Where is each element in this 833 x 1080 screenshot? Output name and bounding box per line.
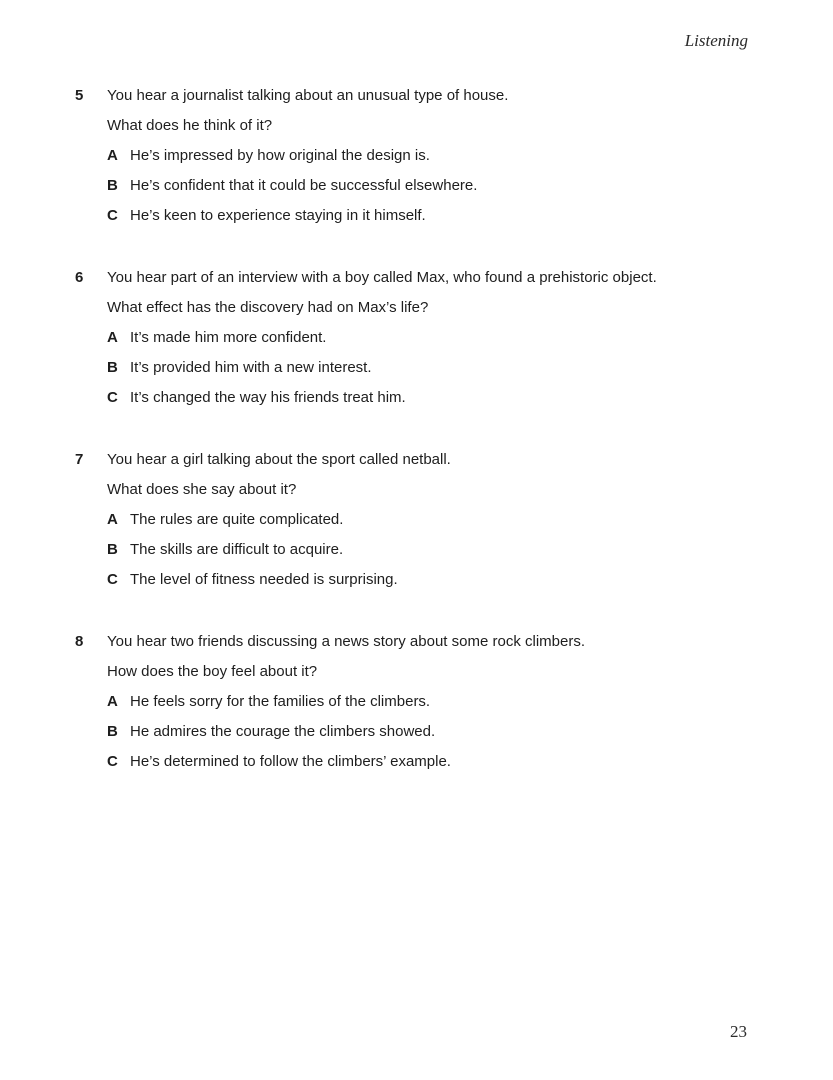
option-text: The skills are difficult to acquire. [130, 541, 344, 558]
option-letter: A [107, 329, 118, 346]
option-c[interactable] [107, 752, 451, 782]
option-b[interactable] [107, 176, 477, 206]
page-number: 23 [730, 1022, 747, 1041]
question-number: 6 [75, 269, 84, 286]
option-letter: B [107, 723, 118, 740]
option-text: It’s provided him with a new interest. [130, 359, 372, 376]
option-text: He admires the courage the climbers showed. [130, 723, 436, 740]
answer-options [107, 692, 451, 782]
option-letter: B [107, 177, 118, 194]
option-a[interactable] [107, 328, 406, 358]
option-b[interactable] [107, 540, 398, 570]
question-prompt: What does he think of it? [107, 117, 273, 134]
question-number: 8 [75, 633, 84, 650]
option-c[interactable] [107, 570, 398, 600]
option-letter: C [107, 753, 118, 770]
option-text: He’s impressed by how original the design is. [130, 147, 430, 164]
option-text: He’s confident that it could be successful elsewhere. [130, 177, 478, 194]
option-b[interactable] [107, 722, 451, 752]
option-text: He feels sorry for the families of the climbers. [130, 693, 431, 710]
option-text: He’s determined to follow the climbers’ example. [130, 753, 451, 770]
option-letter: C [107, 389, 118, 406]
question-stem: You hear a girl talking about the sport called netball. [107, 451, 451, 468]
option-text: The rules are quite complicated. [130, 511, 344, 528]
option-text: The level of fitness needed is surprising. [130, 571, 398, 588]
option-b[interactable] [107, 358, 406, 388]
option-letter: B [107, 541, 118, 558]
option-letter: C [107, 571, 118, 588]
answer-options [107, 328, 406, 418]
option-letter: C [107, 207, 118, 224]
question-prompt: What effect has the discovery had on Max’s life? [107, 299, 429, 316]
question-stem: You hear a journalist talking about an unusual type of house. [107, 87, 509, 104]
option-a[interactable] [107, 692, 451, 722]
option-a[interactable] [107, 510, 398, 540]
option-letter: A [107, 693, 118, 710]
question-stem: You hear two friends discussing a news story about some rock climbers. [107, 633, 586, 650]
question-prompt: What does she say about it? [107, 481, 297, 498]
question-stem: You hear part of an interview with a boy called Max, who found a prehistoric object. [107, 269, 657, 286]
option-letter: A [107, 511, 118, 528]
option-text: He’s keen to experience staying in it himself. [130, 207, 426, 224]
question-prompt: How does the boy feel about it? [107, 663, 318, 680]
option-a[interactable] [107, 146, 477, 176]
running-head-section-title: Listening [684, 31, 748, 50]
question-number: 5 [75, 87, 84, 104]
option-c[interactable] [107, 206, 477, 236]
option-letter: A [107, 147, 118, 164]
option-letter: B [107, 359, 118, 376]
answer-options [107, 510, 398, 600]
answer-options [107, 146, 477, 236]
question-number: 7 [75, 451, 84, 468]
option-c[interactable] [107, 388, 406, 418]
option-text: It’s made him more confident. [130, 329, 327, 346]
option-text: It’s changed the way his friends treat him. [130, 389, 406, 406]
